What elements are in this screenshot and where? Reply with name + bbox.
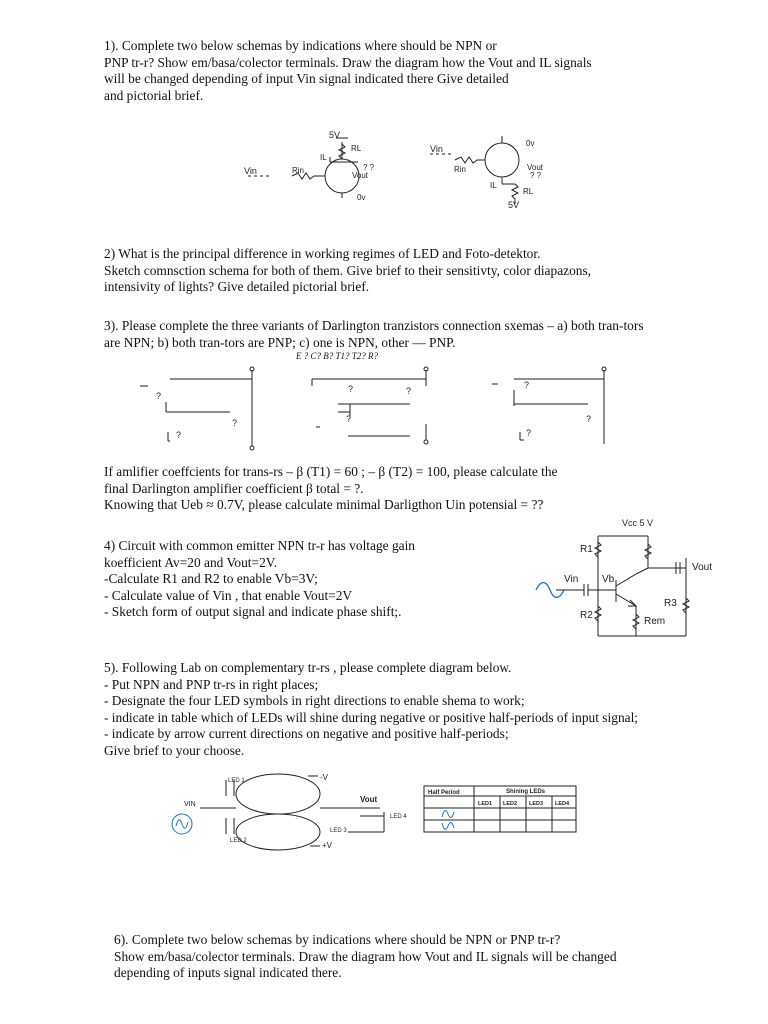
q5-led1: LED 1 — [228, 778, 245, 784]
q3-darlington-figure — [140, 364, 620, 454]
q4-emitter-arrow — [628, 600, 636, 606]
q5-table-positive-half-icon — [442, 811, 454, 818]
q3-c-q3: ? — [526, 428, 532, 438]
q1-left-rin: Rin — [292, 166, 305, 175]
q5-table-led3: LED3 — [529, 801, 544, 807]
q5-lower-transistor-circle — [236, 814, 320, 850]
q6-line-3: depending of inputs signal indicated there. — [114, 965, 342, 980]
q4-line-4: - Calculate value of Vin , that enable Vout=2V — [104, 587, 353, 603]
q1-right-vin: Vin — [430, 144, 443, 154]
q3-calc-line-3: Knowing that Ueb ≈ 0.7V, please calculate minimal Darligthon Uin potensial = ?? — [104, 497, 544, 512]
q4-text — [104, 538, 415, 621]
q5-table-negative-half-icon — [442, 822, 454, 829]
q1-left-rl: RL — [351, 144, 362, 153]
q2-line-1: 2) What is the principal difference in working regimes of LED and Foto-detektor. — [104, 246, 541, 261]
q3-variant-a — [140, 367, 254, 450]
q4-vout: Vout — [692, 562, 713, 573]
q5-table-led2: LED2 — [503, 801, 518, 807]
q5-line-2: - Put NPN and PNP tr-rs in right places; — [104, 676, 319, 692]
q1-right-0v: 0v — [526, 139, 535, 148]
q3-variant-c — [492, 367, 606, 444]
q5-led-table — [424, 786, 576, 832]
q3-b-q1: ? — [348, 384, 354, 394]
q4-r1: R1 — [580, 544, 593, 555]
q1-right-rl-resistor — [512, 184, 518, 199]
q1-right-rin-resistor — [455, 157, 485, 163]
q4-rem: Rem — [644, 616, 666, 627]
q5-table-col1: Half Period — [428, 790, 460, 796]
q4-line-5: - Sketch form of output signal and indicate phase shift;. — [104, 604, 402, 619]
q3-c-q1: ? — [524, 380, 530, 390]
q5-led4: LED 4 — [390, 814, 407, 820]
q5-minus-v: -V — [320, 773, 328, 782]
q1-line-1: 1). Complete two below schemas by indications where should be NPN or — [104, 38, 497, 53]
q1-right-il: IL — [490, 181, 497, 190]
q4-common-emitter-figure — [536, 514, 736, 654]
q3-line-2: are NPN; b) both tran-tors are PNP; c) one is NPN, other — PNP. — [104, 334, 456, 350]
q3-calc-text — [104, 464, 557, 514]
q5-upper-transistor-circle — [236, 774, 320, 814]
q5-line-1: 5). Following Lab on complementary tr-rs , please complete diagram below. — [104, 660, 512, 675]
q1-right-transistor-circle — [485, 143, 519, 177]
q5-line-4: - indicate in table which of LEDs will shine during negative or positive half-periods of input signal; — [104, 709, 639, 725]
q5-led3: LED 3 — [330, 828, 347, 834]
q3-variant-b — [312, 367, 428, 444]
q1-line-3: will be changed depending of input Vin signal indicated there Give detailed — [104, 71, 509, 86]
q1-left-circuit — [244, 130, 375, 202]
q3-a-q1: ? — [156, 391, 162, 401]
q5-line-3: - Designate the four LED symbols in right directions to enable shema to work; — [104, 693, 525, 708]
q4-r2: R2 — [580, 610, 593, 621]
q4-vcc: Vcc 5 V — [622, 518, 654, 528]
q1-right-5v: 5V — [508, 200, 520, 210]
q5-line-5: - indicate by arrow current directions on negative and positive half-periods; — [104, 726, 509, 741]
q1-transistor-figure — [230, 132, 560, 224]
q5-table-led1: LED1 — [478, 801, 493, 807]
q1-right-rl: RL — [523, 187, 534, 196]
q4-line-2: koefficient Av=20 and Vout=2V. — [104, 554, 278, 570]
q5-source-wave-icon — [176, 820, 188, 829]
q4-line-3: -Calculate R1 and R2 to enable Vb=3V; — [104, 571, 318, 586]
q3-a-q2: ? — [232, 418, 238, 428]
q5-vin: VIN — [184, 801, 196, 808]
q5-plus-v: +V — [322, 841, 333, 850]
q1-left-q: ? ? — [363, 163, 375, 172]
q2-text — [104, 246, 591, 296]
q3-text — [104, 318, 644, 351]
q1-line-2: PNP tr-r? Show em/basa/colector terminals. Draw the diagram how the Vout and IL signals — [104, 54, 592, 70]
q6-line-2: Show em/basa/colector terminals. Draw the diagram how Vout and IL signals will be changed — [114, 948, 617, 964]
q3-b-q2: ? — [406, 386, 412, 396]
q1-right-rin: Rin — [454, 165, 467, 174]
q1-left-5v: 5V — [329, 130, 341, 140]
q5-complementary-figure — [170, 772, 590, 852]
q5-table-led4: LED4 — [555, 801, 570, 807]
q1-right-q: ? ? — [530, 171, 542, 180]
q5-table-col2: Shining LEDs — [506, 789, 545, 795]
q5-text — [104, 660, 638, 759]
q1-right-circuit — [430, 136, 544, 210]
q6-line-1: 6). Complete two below schemas by indications where should be NPN or PNP tr-r? — [114, 932, 561, 947]
q1-left-0v: 0v — [357, 193, 366, 202]
q4-line-1: 4) Circuit with common emitter NPN tr-r has voltage gain — [104, 538, 415, 553]
q6-text — [114, 932, 617, 982]
q3-b-q3: ? — [346, 414, 352, 424]
q4-vin: Vin — [564, 574, 579, 585]
q4-r3: R3 — [664, 598, 677, 609]
q1-left-il: IL — [320, 153, 327, 162]
q1-text — [104, 38, 592, 104]
q5-vout: Vout — [360, 795, 378, 804]
q2-line-2: Sketch comnsction schema for both of them. Give brief to their sensitivty, color diapazons, — [104, 262, 592, 278]
q2-line-3: intensivity of lights? Give detailed pictorial brief. — [104, 279, 370, 294]
q3-c-q2: ? — [586, 414, 592, 424]
q1-left-vout: Vout — [352, 171, 369, 180]
q5-led2: LED 2 — [230, 838, 247, 844]
q3-legend: E ? C? B? T1? T2? R? — [296, 351, 379, 361]
q5-line-6: Give brief to your choose. — [104, 742, 245, 758]
q3-calc-line-2: final Darlington amplifier coefficient β total = ?. — [104, 480, 364, 496]
q1-line-4: and pictorial brief. — [104, 87, 204, 103]
q4-vb: Vb — [602, 574, 615, 585]
q1-right-vout: Vout — [527, 163, 544, 172]
q3-line-1: 3). Please complete the three variants of Darlington tranzistors connection sxemas – a) both tran-tors — [104, 318, 644, 333]
q3-a-q3: ? — [176, 430, 182, 440]
q1-left-vin: Vin — [244, 166, 257, 176]
q3-calc-line-1: If amlifier coeffcients for trans-rs – β (T1) = 60 ; – β (T2) = 100, please calculate the — [104, 464, 558, 479]
